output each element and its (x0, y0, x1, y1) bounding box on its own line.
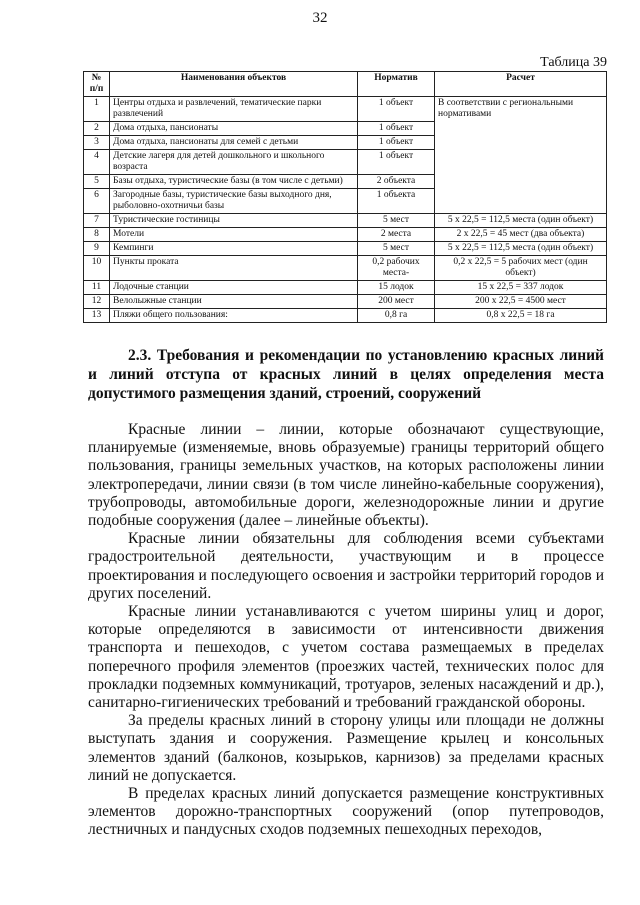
paragraph: Красные линии – линии, которые обозначают существующие, планируемые (изменяемые, вновь образуемые) границы территорий общего пользования, границы земельных участков, на которых расположены линии электропередачи, линии связи (в том числе линейно-кабельные сооружения), трубопроводы, автомобильные дороги, железнодорожные линии и другие подобные сооружения (далее – линейные объекты). (88, 421, 604, 530)
body-text (88, 421, 604, 840)
row-name: Дома отдыха, пансионаты для семей с детьми (110, 136, 358, 150)
row-name: Мотели (110, 228, 358, 242)
row-name: Пляжи общего пользования: (110, 309, 358, 323)
row-num: 10 (84, 256, 110, 281)
table-row (84, 228, 607, 242)
row-norm: 0,2 рабочих места- (358, 256, 435, 281)
row-num: 5 (84, 175, 110, 189)
row-calc: 2 х 22,5 = 45 мест (два объекта) (435, 228, 607, 242)
table-row (84, 242, 607, 256)
paragraph: За пределы красных линий в сторону улицы или площади не должны выступать здания и сооружения. Размещение крылец и консольных элементов зданий (балконов, козырьков, карнизов) за пределами красных линий не допускается. (88, 712, 604, 784)
row-name: Пункты проката (110, 256, 358, 281)
table-row (84, 214, 607, 228)
row-num: 1 (84, 97, 110, 122)
header-name: Наименования объектов (110, 72, 358, 97)
norms-table (83, 71, 607, 323)
row-norm: 5 мест (358, 242, 435, 256)
header-num: № п/п (84, 72, 110, 97)
paragraph: Красные линии устанавливаются с учетом ширины улиц и дорог, которые определяются в зависимости от интенсивности движения транспорта и пешеходов, с учетом состава размещаемых в пределах поперечного профиля элементов (проезжих частей, технических полос для прокладки подземных коммуникаций, тротуаров, зеленых насаждений и др.), санитарно-гигиенических требований и требований гражданской обороны. (88, 603, 604, 712)
row-num: 11 (84, 281, 110, 295)
row-calc: 0,8 х 22,5 = 18 га (435, 309, 607, 323)
row-num: 8 (84, 228, 110, 242)
paragraph: В пределах красных линий допускается размещение конструктивных элементов дорожно-транспортных сооружений (опор путепроводов, лестничных и пандусных сходов подземных пешеходных переходов, (88, 785, 604, 839)
table-row (84, 281, 607, 295)
row-norm: 1 объект (358, 122, 435, 136)
row-name: Лодочные станции (110, 281, 358, 295)
table-row (84, 295, 607, 309)
row-norm: 15 лодок (358, 281, 435, 295)
row-norm: 2 места (358, 228, 435, 242)
table-row (84, 309, 607, 323)
row-calc: 5 х 22,5 = 112,5 места (один объект) (435, 242, 607, 256)
row-norm: 1 объект (358, 97, 435, 122)
table-row (84, 256, 607, 281)
row-name: Детские лагеря для детей дошкольного и школьного возраста (110, 150, 358, 175)
row-name: Велолыжные станции (110, 295, 358, 309)
table-row (84, 97, 607, 122)
row-calc: 5 х 22,5 = 112,5 места (один объект) (435, 214, 607, 228)
row-name: Кемпинги (110, 242, 358, 256)
row-num: 4 (84, 150, 110, 175)
row-norm: 200 мест (358, 295, 435, 309)
paragraph: Красные линии обязательны для соблюдения всеми субъектами градостроительной деятельности, участвующим и в процессе проектирования и последующего освоения и застройки территорий городов и других поселений. (88, 530, 604, 602)
row-num: 9 (84, 242, 110, 256)
row-num: 2 (84, 122, 110, 136)
header-norm: Норматив (358, 72, 435, 97)
row-name: Загородные базы, туристические базы выходного дня, рыболовно-охотничьи базы (110, 189, 358, 214)
row-num: 3 (84, 136, 110, 150)
row-norm: 0,8 га (358, 309, 435, 323)
row-calc: 200 х 22,5 = 4500 мест (435, 295, 607, 309)
row-name: Дома отдыха, пансионаты (110, 122, 358, 136)
row-norm: 2 объекта (358, 175, 435, 189)
row-norm: 5 мест (358, 214, 435, 228)
header-calc: Расчет (435, 72, 607, 97)
section-heading: 2.3. Требования и рекомендации по установлению красных линий и линий отступа от красных линий в целях определения места допустимого размещения зданий, строений, сооружений (88, 347, 604, 402)
row-calc: 0,2 х 22,5 = 5 рабочих мест (один объект) (435, 256, 607, 281)
row-norm: 1 объект (358, 136, 435, 150)
row-norm: 1 объекта (358, 189, 435, 214)
table-header-row (84, 72, 607, 97)
row-calc-merged: В соответствии с региональными нормативами (435, 97, 607, 214)
row-name: Базы отдыха, туристические базы (в том числе с детьми) (110, 175, 358, 189)
table-caption: Таблица 39 (540, 55, 607, 70)
row-norm: 1 объект (358, 150, 435, 175)
row-num: 13 (84, 309, 110, 323)
row-num: 6 (84, 189, 110, 214)
row-num: 7 (84, 214, 110, 228)
row-name: Туристические гостиницы (110, 214, 358, 228)
row-name: Центры отдыха и развлечений, тематические парки развлечений (110, 97, 358, 122)
page-number: 32 (312, 10, 328, 26)
row-num: 12 (84, 295, 110, 309)
row-calc: 15 х 22,5 = 337 лодок (435, 281, 607, 295)
